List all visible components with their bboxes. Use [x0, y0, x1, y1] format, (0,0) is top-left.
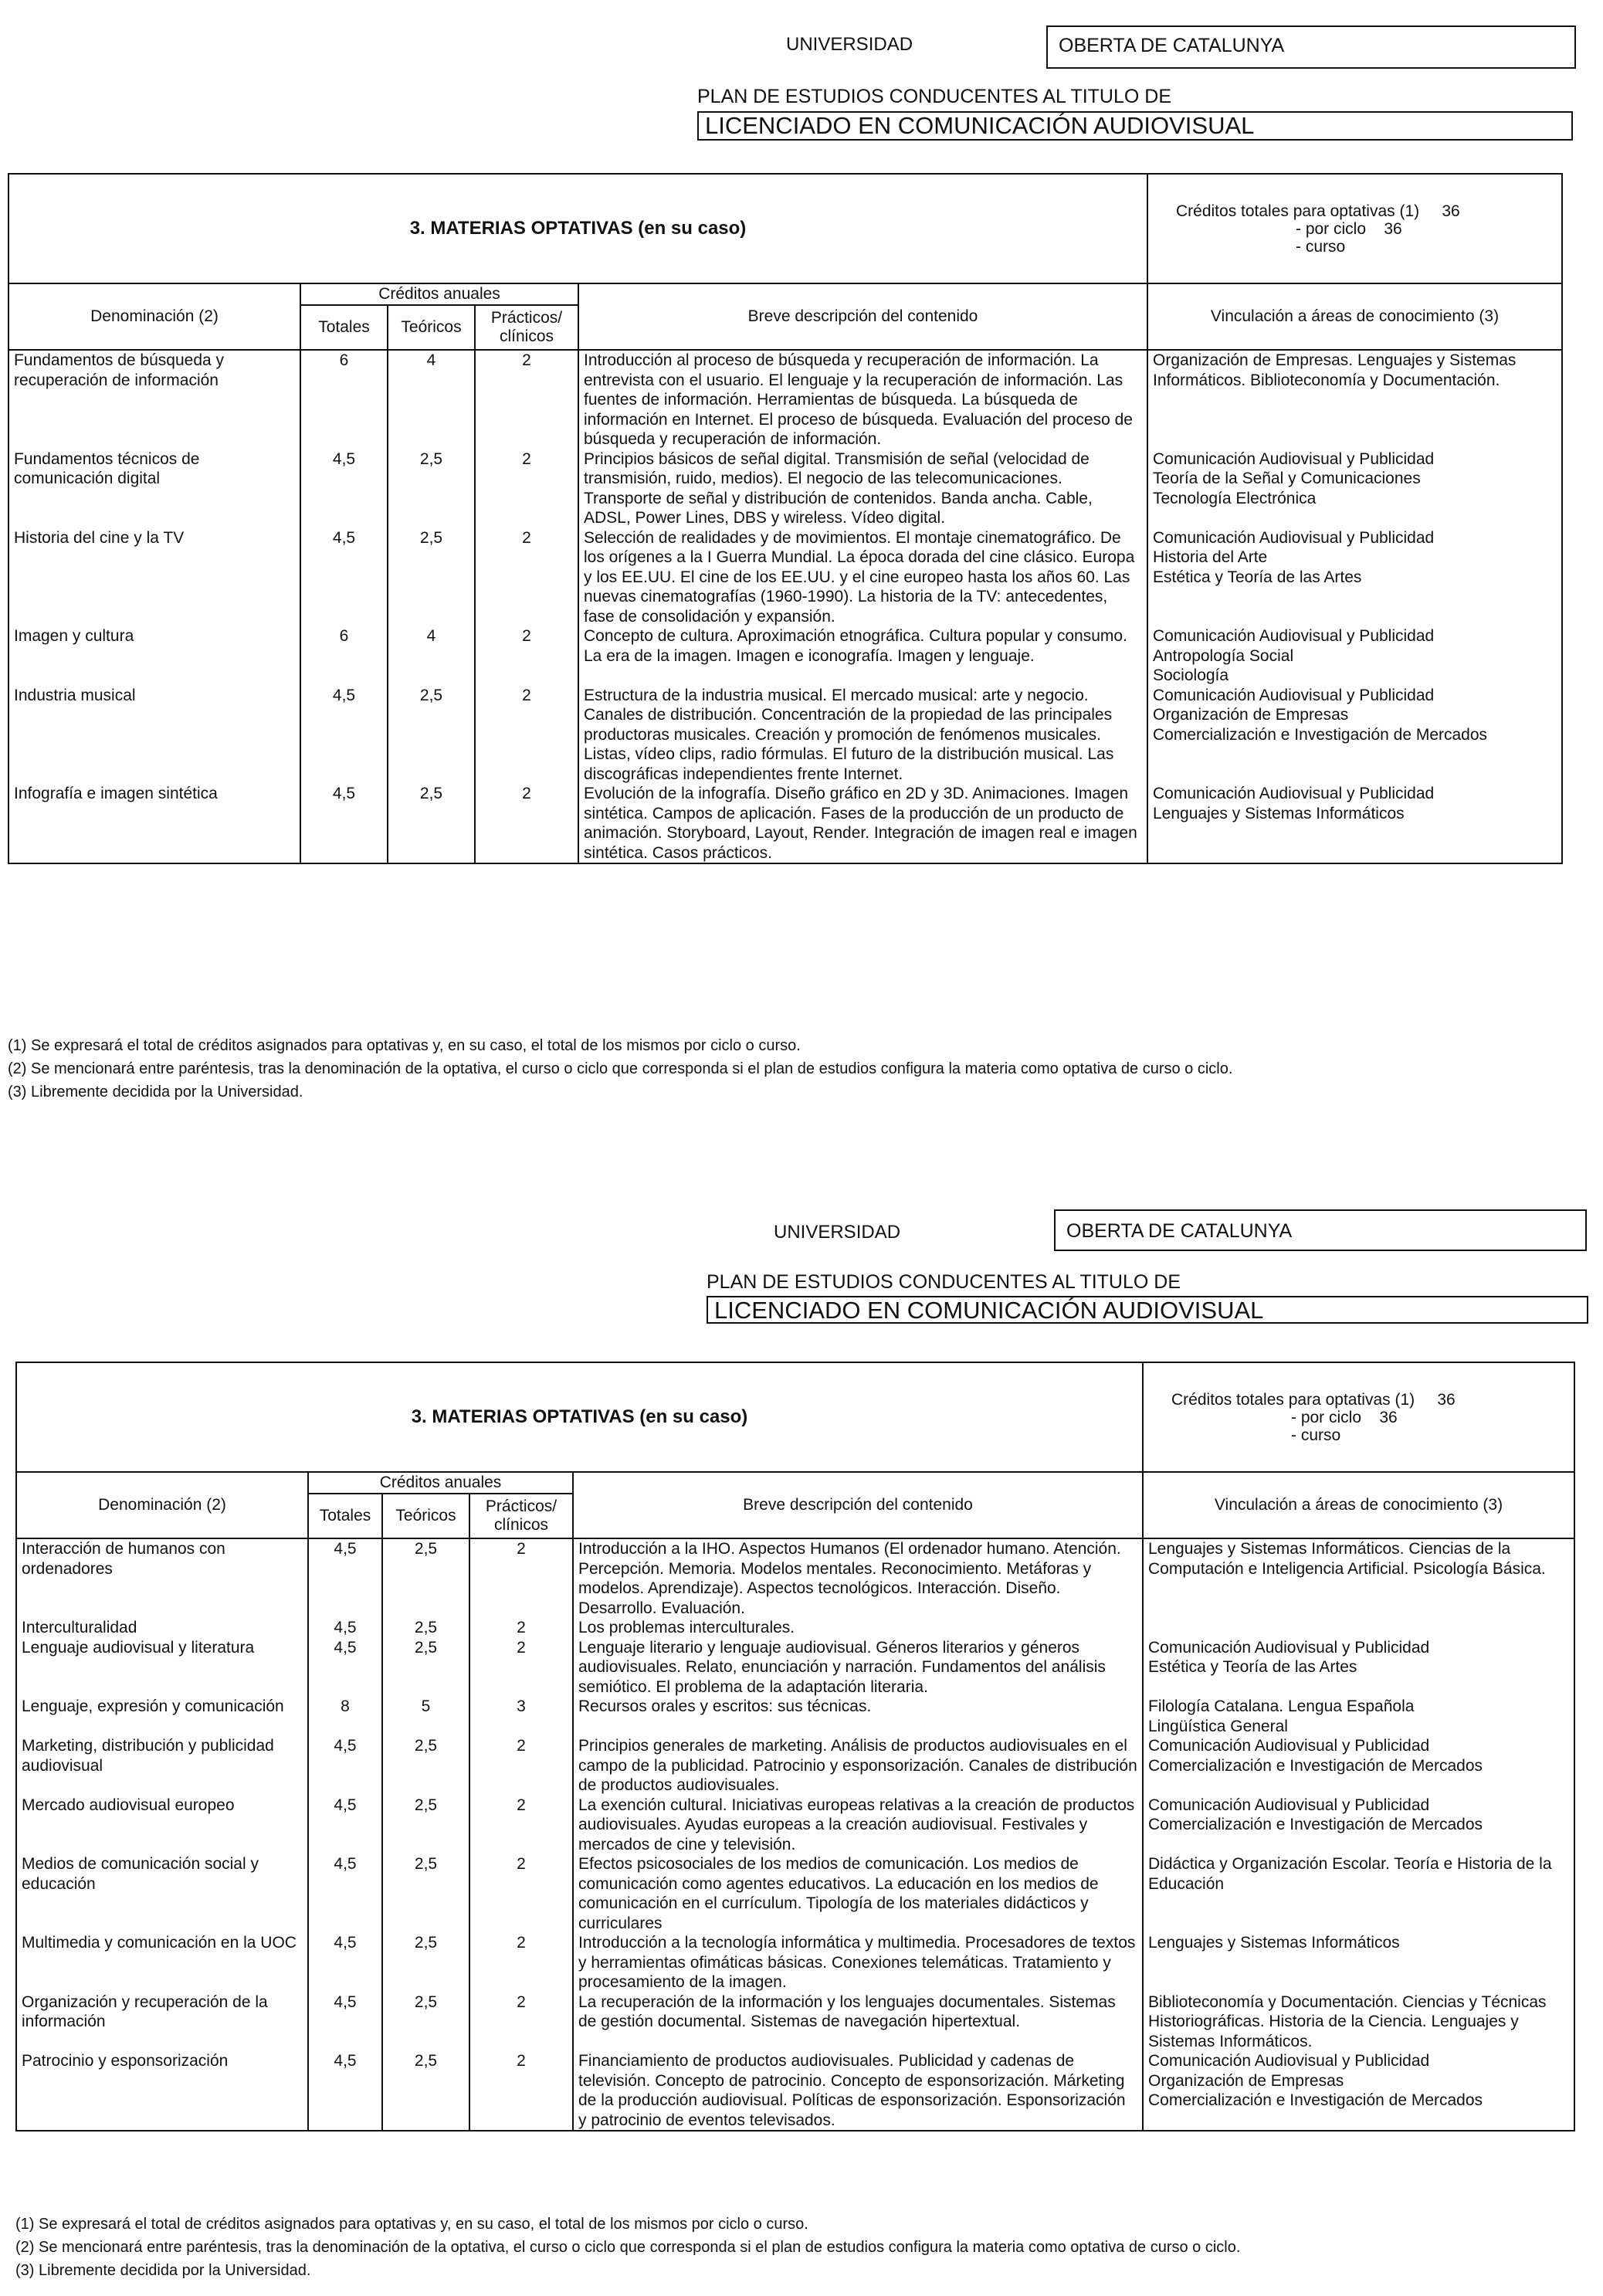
credits-total-label: Créditos totales para optativas (1)	[1171, 1390, 1415, 1409]
subject-name: Patrocinio y esponsorización	[16, 2051, 308, 2131]
subject-description: Estructura de la industria musical. El mercado musical: arte y negocio. Canales de distribución. Concentración de la propiedad de las principales productoras musicales. Creación y promoción de fenómenos musicales. Listas, vídeo clips, radio fórmulas. El futuro de la distribución musical. Las discográficas independientes frente Internet.	[578, 686, 1147, 785]
credits-practicos: 2	[475, 528, 578, 627]
credits-teoricos: 2,5	[382, 1796, 469, 1855]
credits-total-cell	[1143, 1362, 1574, 1472]
credits-practicos: 2	[475, 449, 578, 528]
subject-description: Principios básicos de señal digital. Transmisión de señal (velocidad de transmisión, ruido, medios). El negocio de las telecomunicaciones. Transporte de señal y distribución de contenidos. Banda ancha. Cable, ADSL, Power Lines, DBS y wireless. Vídeo digital.	[578, 449, 1147, 528]
credits-totales: 4,5	[308, 1538, 382, 1618]
credits-teoricos: 2,5	[388, 528, 475, 627]
credits-practicos: 2	[469, 1538, 573, 1618]
col-totales: Totales	[308, 1494, 382, 1538]
credits-teoricos: 5	[382, 1697, 469, 1736]
subject-name: Fundamentos de búsqueda y recuperación de información	[8, 350, 300, 449]
subject-name: Medios de comunicación social y educación	[16, 1854, 308, 1933]
knowledge-areas: Comunicación Audiovisual y Publicidad Organización de Empresas Comercialización e Investigación de Mercados	[1147, 686, 1562, 785]
credits-totales: 8	[308, 1697, 382, 1736]
table-row	[16, 1796, 1574, 1855]
table-row	[16, 1854, 1574, 1933]
knowledge-areas: Didáctica y Organización Escolar. Teoría e Historia de la Educación	[1143, 1854, 1574, 1933]
page-section-2	[0, 1189, 1603, 2296]
per-cycle-label: - por ciclo	[1296, 219, 1367, 238]
credits-total-value: 36	[1442, 202, 1460, 220]
subject-name: Interculturalidad	[16, 1618, 308, 1638]
subject-description: Recursos orales y escritos: sus técnicas.	[573, 1697, 1143, 1736]
page-section-1	[0, 0, 1603, 1112]
knowledge-areas: Biblioteconomía y Documentación. Ciencias y Técnicas Historiográficas. Historia de la Ciencia. Lenguajes y Sistemas Informáticos.	[1143, 1992, 1574, 2052]
per-cycle-value: 36	[1379, 1408, 1398, 1426]
credits-total-label: Créditos totales para optativas (1)	[1176, 202, 1420, 220]
subject-description: La recuperación de la información y los lenguajes documentales. Sistemas de gestión documental. Sistemas de navegación hipertextual.	[573, 1992, 1143, 2052]
subject-name: Lenguaje, expresión y comunicación	[16, 1697, 308, 1736]
col-totales: Totales	[300, 305, 388, 350]
col-denominacion: Denominación (2)	[16, 1472, 308, 1538]
credits-practicos: 2	[469, 1992, 573, 2052]
knowledge-areas: Lenguajes y Sistemas Informáticos	[1143, 1933, 1574, 1992]
col-practicos: Prácticos/ clínicos	[469, 1494, 573, 1538]
optativas-table	[8, 173, 1563, 864]
footnote-3: (3) Libremente decidida por la Universidad.	[8, 1084, 303, 1101]
credits-teoricos: 2,5	[382, 1933, 469, 1992]
credits-totales: 4,5	[300, 449, 388, 528]
credits-practicos: 2	[469, 1854, 573, 1933]
credits-teoricos: 2,5	[382, 1538, 469, 1618]
subject-description: Los problemas interculturales.	[573, 1618, 1143, 1638]
table-row	[8, 350, 1562, 449]
knowledge-areas: Comunicación Audiovisual y Publicidad Historia del Arte Estética y Teoría de las Artes	[1147, 528, 1562, 627]
subject-name: Imagen y cultura	[8, 626, 300, 686]
credits-practicos: 2	[475, 784, 578, 863]
credits-practicos: 2	[469, 1618, 573, 1638]
subject-name: Interacción de humanos con ordenadores	[16, 1538, 308, 1618]
knowledge-areas: Comunicación Audiovisual y Publicidad Teoría de la Señal y Comunicaciones Tecnología Electrónica	[1147, 449, 1562, 528]
col-creditos-anuales: Créditos anuales	[308, 1472, 573, 1494]
subject-description: Lenguaje literario y lenguaje audiovisual. Géneros literarios y géneros audiovisuales. Relato, enunciación y narración. Fundamentos del análisis semiótico. El problema de la adaptación literaria.	[573, 1638, 1143, 1697]
credits-practicos: 2	[469, 1736, 573, 1796]
footnote-2: (2) Se mencionará entre paréntesis, tras la denominación de la optativa, el curso o ciclo que corresponda si el plan de estudios configura la materia como optativa de curso o ciclo.	[8, 1060, 1233, 1077]
credits-totales: 6	[300, 626, 388, 686]
credits-totales: 4,5	[308, 1618, 382, 1638]
col-practicos: Prácticos/ clínicos	[475, 305, 578, 350]
credits-teoricos: 2,5	[382, 1618, 469, 1638]
col-descripcion: Breve descripción del contenido	[573, 1472, 1143, 1538]
credits-practicos: 3	[469, 1697, 573, 1736]
university-label: UNIVERSIDAD	[774, 1222, 901, 1243]
subject-name: Fundamentos técnicos de comunicación digital	[8, 449, 300, 528]
degree-box: LICENCIADO EN COMUNICACIÓN AUDIOVISUAL	[707, 1296, 1588, 1324]
subject-name: Organización y recuperación de la información	[16, 1992, 308, 2052]
knowledge-areas: Organización de Empresas. Lenguajes y Sistemas Informáticos. Biblioteconomía y Documentación.	[1147, 350, 1562, 449]
credits-teoricos: 2,5	[388, 686, 475, 785]
footnote-3: (3) Libremente decidida por la Universidad.	[15, 2262, 311, 2279]
subject-name: Marketing, distribución y publicidad audiovisual	[16, 1736, 308, 1796]
subject-description: Efectos psicosociales de los medios de comunicación. Los medios de comunicación como agentes educativos. La educación en los medios de comunicación en el currículum. Tipología de los materiales didácticos y curriculares	[573, 1854, 1143, 1933]
knowledge-areas: Lenguajes y Sistemas Informáticos. Ciencias de la Computación e Inteligencia Artificial. Psicología Básica.	[1143, 1538, 1574, 1618]
credits-practicos: 2	[469, 1638, 573, 1697]
credits-totales: 4,5	[300, 784, 388, 863]
knowledge-areas: Filología Catalana. Lengua Española Lingüística General	[1143, 1697, 1574, 1736]
subject-name: Historia del cine y la TV	[8, 528, 300, 627]
col-descripcion: Breve descripción del contenido	[578, 283, 1147, 350]
credits-teoricos: 2,5	[382, 1992, 469, 2052]
subject-description: Introducción a la IHO. Aspectos Humanos (El ordenador humano. Atención. Percepción. Memoria. Modelos mentales. Reconocimiento. Metáforas y modelos. Aprendizaje). Aspectos tecnológicos. Interacción. Diseño. Desarrollo. Evaluación.	[573, 1538, 1143, 1618]
table-body	[16, 1538, 1574, 2131]
credits-teoricos: 2,5	[382, 1854, 469, 1933]
credits-totales: 4,5	[308, 2051, 382, 2131]
table-row	[16, 1697, 1574, 1736]
university-name-box: OBERTA DE CATALUNYA	[1046, 25, 1576, 69]
table-row	[8, 528, 1562, 627]
footnote-1: (1) Se expresará el total de créditos asignados para optativas y, en su caso, el total de los mismos por ciclo o curso.	[8, 1037, 801, 1054]
table-row	[16, 1992, 1574, 2052]
table-title: 3. MATERIAS OPTATIVAS (en su caso)	[8, 174, 1147, 283]
col-teoricos: Teóricos	[382, 1494, 469, 1538]
credits-teoricos: 4	[388, 626, 475, 686]
credits-practicos: 2	[475, 686, 578, 785]
credits-totales: 4,5	[308, 1736, 382, 1796]
optativas-table	[15, 1362, 1575, 2132]
credits-totales: 4,5	[308, 1854, 382, 1933]
credits-totales: 4,5	[308, 1638, 382, 1697]
table-title: 3. MATERIAS OPTATIVAS (en su caso)	[16, 1362, 1143, 1472]
knowledge-areas: Comunicación Audiovisual y Publicidad Lenguajes y Sistemas Informáticos	[1147, 784, 1562, 863]
knowledge-areas: Comunicación Audiovisual y Publicidad Estética y Teoría de las Artes	[1143, 1638, 1574, 1697]
credits-totales: 4,5	[308, 1796, 382, 1855]
plan-title: PLAN DE ESTUDIOS CONDUCENTES AL TITULO DE	[707, 1271, 1181, 1293]
col-vinculacion: Vinculación a áreas de conocimiento (3)	[1147, 283, 1562, 350]
credits-practicos: 2	[469, 2051, 573, 2131]
table-row	[8, 626, 1562, 686]
per-cycle-label: - por ciclo	[1291, 1408, 1362, 1426]
table-row	[16, 1933, 1574, 1992]
per-course-label: - curso	[1296, 237, 1346, 256]
col-creditos-anuales: Créditos anuales	[300, 283, 578, 305]
per-course-label: - curso	[1291, 1426, 1341, 1444]
table-row	[16, 1638, 1574, 1697]
credits-total-cell	[1147, 174, 1562, 283]
table-body	[8, 350, 1562, 863]
knowledge-areas	[1143, 1618, 1574, 1638]
credits-totales: 4,5	[300, 686, 388, 785]
subject-name: Industria musical	[8, 686, 300, 785]
col-denominacion: Denominación (2)	[8, 283, 300, 350]
subject-description: Selección de realidades y de movimientos. El montaje cinematográfico. De los orígenes a la I Guerra Mundial. La época dorada del cine clásico. Europa y los EE.UU. El cine de los EE.UU. y el cine europeo hasta los años 60. Las nuevas cinematografías (1960-1990). La historia de la TV: antecedentes, fase de consolidación y expansión.	[578, 528, 1147, 627]
table-row	[16, 1618, 1574, 1638]
subject-description: Financiamiento de productos audiovisuales. Publicidad y cadenas de televisión. Concepto de patrocinio. Concepto de esponsorización. Márketing de la producción audiovisual. Políticas de esponsorización. Esponsorización y patrocinio de eventos televisados.	[573, 2051, 1143, 2131]
knowledge-areas: Comunicación Audiovisual y Publicidad Antropología Social Sociología	[1147, 626, 1562, 686]
subject-description: La exención cultural. Iniciativas europeas relativas a la creación de productos audiovisuales. Ayudas europeas a la creación audiovisual. Festivales y mercados de cine y televisión.	[573, 1796, 1143, 1855]
table-row	[8, 449, 1562, 528]
table-row	[16, 1538, 1574, 1618]
credits-practicos: 2	[475, 350, 578, 449]
subject-description: Concepto de cultura. Aproximación etnográfica. Cultura popular y consumo. La era de la imagen. Imagen e iconografía. Imagen y lenguaje.	[578, 626, 1147, 686]
subject-name: Mercado audiovisual europeo	[16, 1796, 308, 1855]
table-row	[8, 784, 1562, 863]
credits-practicos: 2	[469, 1796, 573, 1855]
footnote-1: (1) Se expresará el total de créditos asignados para optativas y, en su caso, el total de los mismos por ciclo o curso.	[15, 2216, 808, 2233]
university-name-box: OBERTA DE CATALUNYA	[1054, 1209, 1587, 1251]
table-row	[16, 1736, 1574, 1796]
credits-teoricos: 4	[388, 350, 475, 449]
credits-teoricos: 2,5	[382, 2051, 469, 2131]
credits-totales: 6	[300, 350, 388, 449]
credits-practicos: 2	[475, 626, 578, 686]
subject-name: Lenguaje audiovisual y literatura	[16, 1638, 308, 1697]
credits-practicos: 2	[469, 1933, 573, 1992]
knowledge-areas: Comunicación Audiovisual y Publicidad Comercialización e Investigación de Mercados	[1143, 1796, 1574, 1855]
footnote-2: (2) Se mencionará entre paréntesis, tras la denominación de la optativa, el curso o ciclo que corresponda si el plan de estudios configura la materia como optativa de curso o ciclo.	[15, 2239, 1241, 2256]
plan-title: PLAN DE ESTUDIOS CONDUCENTES AL TITULO DE	[697, 86, 1172, 107]
credits-total-value: 36	[1437, 1390, 1456, 1409]
subject-description: Introducción a la tecnología informática y multimedia. Procesadores de textos y herramientas ofimáticas básicas. Conexiones telemáticas. Tratamiento y procesamiento de la imagen.	[573, 1933, 1143, 1992]
subject-name: Infografía e imagen sintética	[8, 784, 300, 863]
credits-teoricos: 2,5	[382, 1638, 469, 1697]
subject-description: Introducción al proceso de búsqueda y recuperación de información. La entrevista con el usuario. El lenguaje y la recuperación de información. Las fuentes de información. Herramientas de búsqueda. La búsqueda de información en Internet. El proceso de búsqueda. Evaluación del proceso de búsqueda y recuperación de información.	[578, 350, 1147, 449]
credits-teoricos: 2,5	[382, 1736, 469, 1796]
credits-totales: 4,5	[308, 1992, 382, 2052]
credits-totales: 4,5	[308, 1933, 382, 1992]
subject-name: Multimedia y comunicación en la UOC	[16, 1933, 308, 1992]
credits-teoricos: 2,5	[388, 449, 475, 528]
table-row	[8, 686, 1562, 785]
col-vinculacion: Vinculación a áreas de conocimiento (3)	[1143, 1472, 1574, 1538]
per-cycle-value: 36	[1384, 219, 1402, 238]
knowledge-areas: Comunicación Audiovisual y Publicidad Comercialización e Investigación de Mercados	[1143, 1736, 1574, 1796]
subject-description: Principios generales de marketing. Análisis de productos audiovisuales en el campo de la publicidad. Patrocinio y esponsorización. Canales de distribución de productos audiovisuales.	[573, 1736, 1143, 1796]
knowledge-areas: Comunicación Audiovisual y Publicidad Organización de Empresas Comercialización e Investigación de Mercados	[1143, 2051, 1574, 2131]
subject-description: Evolución de la infografía. Diseño gráfico en 2D y 3D. Animaciones. Imagen sintética. Campos de aplicación. Fases de la producción de un producto de animación. Storyboard, Layout, Render. Integración de imagen real e imagen sintética. Casos prácticos.	[578, 784, 1147, 863]
table-row	[16, 2051, 1574, 2131]
degree-box: LICENCIADO EN COMUNICACIÓN AUDIOVISUAL	[697, 111, 1573, 141]
col-teoricos: Teóricos	[388, 305, 475, 350]
university-label: UNIVERSIDAD	[786, 34, 913, 55]
credits-totales: 4,5	[300, 528, 388, 627]
credits-teoricos: 2,5	[388, 784, 475, 863]
